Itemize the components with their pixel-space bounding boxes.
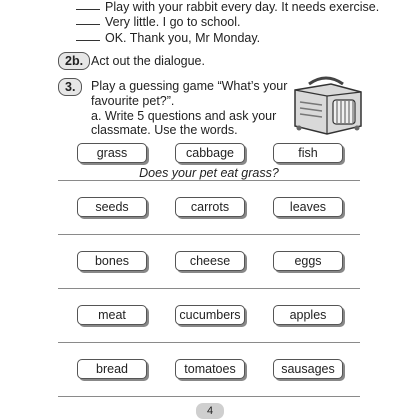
answer-line[interactable] [58,288,360,289]
word-card[interactable]: meat [77,305,147,325]
word-card[interactable]: sausages [273,359,343,379]
word-row [0,143,420,165]
answer-line[interactable] [58,234,360,235]
word-card[interactable]: leaves [273,197,343,217]
task-2b-text: Act out the dialogue. [91,54,205,68]
word-row [0,251,420,273]
word-row [0,359,420,381]
word-card[interactable]: fish [273,143,343,163]
word-card[interactable]: eggs [273,251,343,271]
pet-carrier-illustration [287,70,365,136]
word-row [0,197,420,219]
word-card[interactable]: carrots [175,197,245,217]
task-3-number: 3. [58,78,82,96]
answer-line[interactable] [58,342,360,343]
word-card[interactable]: cheese [175,251,245,271]
answer-blank[interactable] [76,40,100,41]
task-3-text-line2: favourite pet?”. [91,94,175,108]
page-number: 4 [196,403,224,419]
word-card[interactable]: apples [273,305,343,325]
task-3-sub-line2: classmate. Use the words. [91,123,238,137]
word-card[interactable]: seeds [77,197,147,217]
word-card[interactable]: bread [77,359,147,379]
task-3-text-line1: Play a guessing game “What’s your [91,79,288,93]
answer-blank[interactable] [76,9,100,10]
word-card[interactable]: cabbage [175,143,245,163]
task-3-sub-line1: a. Write 5 questions and ask your [91,109,277,123]
answer-line[interactable] [58,396,360,397]
word-card[interactable]: bones [77,251,147,271]
word-card[interactable]: tomatoes [175,359,245,379]
dialogue-line: Very little. I go to school. [76,15,241,29]
example-question: Does your pet eat grass? [139,166,279,180]
task-2b-number: 2b. [58,52,90,70]
word-card[interactable]: cucumbers [175,305,245,325]
word-card[interactable]: grass [77,143,147,163]
answer-line[interactable] [58,180,360,181]
dialogue-line: OK. Thank you, Mr Monday. [76,31,260,45]
dialogue-line: Play with your rabbit every day. It needs exercise. [76,0,379,14]
word-row [0,305,420,327]
answer-blank[interactable] [76,24,100,25]
